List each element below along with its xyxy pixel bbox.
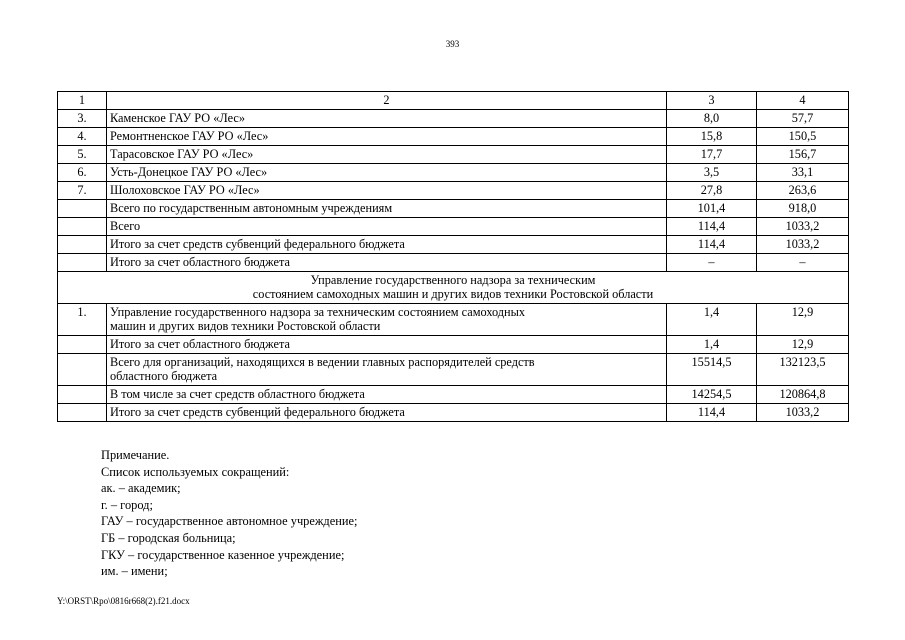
row-value-3: 101,4 [667, 200, 757, 218]
row-number: 4. [58, 128, 107, 146]
row-number [58, 236, 107, 254]
row-value-3: 17,7 [667, 146, 757, 164]
section-title-line: Управление государственного надзора за техническим [310, 273, 596, 287]
row-value-4: 57,7 [757, 110, 849, 128]
row-value-3: 114,4 [667, 404, 757, 422]
row-value-3: 27,8 [667, 182, 757, 200]
table-row [58, 128, 849, 146]
row-name-line: Всего для организаций, находящихся в ведении главных распорядителей средств [110, 355, 535, 369]
row-value-4: 120864,8 [757, 386, 849, 404]
table-row [58, 236, 849, 254]
row-name: Итого за счет областного бюджета [107, 336, 667, 354]
row-value-3: 1,4 [667, 336, 757, 354]
section-title-line: состоянием самоходных машин и других видов техники Ростовской области [252, 287, 654, 301]
row-name [107, 304, 667, 336]
table-row [58, 354, 849, 386]
row-value-4: 1033,2 [757, 218, 849, 236]
row-name: В том числе за счет средств областного бюджета [107, 386, 667, 404]
row-value-4: 263,6 [757, 182, 849, 200]
row-value-3: 8,0 [667, 110, 757, 128]
row-value-4: 132123,5 [757, 354, 849, 386]
table-row [58, 164, 849, 182]
row-number [58, 386, 107, 404]
header-cell: 4 [757, 92, 849, 110]
row-value-4: 12,9 [757, 304, 849, 336]
report-table [57, 91, 849, 422]
abbreviation-item: ГБ – городская больница; [101, 530, 236, 545]
row-value-3: 3,5 [667, 164, 757, 182]
table-row [58, 386, 849, 404]
table-row [58, 146, 849, 164]
file-path: Y:\ORST\Rpo\0816r668(2).f21.docx [57, 596, 190, 606]
notes-title: Примечание. [101, 448, 170, 462]
table-row [58, 218, 849, 236]
row-name: Шолоховское ГАУ РО «Лес» [107, 182, 667, 200]
row-value-3: 15,8 [667, 128, 757, 146]
row-value-4: 33,1 [757, 164, 849, 182]
row-value-3: 114,4 [667, 218, 757, 236]
table-row [58, 304, 849, 336]
row-number [58, 218, 107, 236]
abbreviation-item: ак. – академик; [101, 481, 181, 496]
abbreviation-item: ГКУ – государственное казенное учреждение; [101, 547, 345, 562]
row-value-3: – [667, 254, 757, 272]
row-name: Тарасовское ГАУ РО «Лес» [107, 146, 667, 164]
row-name: Каменское ГАУ РО «Лес» [107, 110, 667, 128]
abbreviation-item: ГАУ – государственное автономное учреждение; [101, 514, 358, 529]
row-name [107, 354, 667, 386]
header-cell: 2 [107, 92, 667, 110]
row-value-3: 1,4 [667, 304, 757, 336]
row-value-4: 150,5 [757, 128, 849, 146]
row-value-3: 114,4 [667, 236, 757, 254]
page-number: 393 [445, 39, 460, 49]
row-value-4: 156,7 [757, 146, 849, 164]
table-row [58, 182, 849, 200]
section-row [58, 272, 849, 304]
row-name-line: машин и других видов техники Ростовской области [110, 319, 381, 333]
notes [101, 447, 357, 580]
row-number [58, 404, 107, 422]
row-number [58, 254, 107, 272]
row-name: Всего [107, 218, 667, 236]
row-name-line: областного бюджета [110, 369, 218, 383]
section-title [58, 272, 849, 304]
row-value-3: 14254,5 [667, 386, 757, 404]
row-value-4: 1033,2 [757, 404, 849, 422]
row-name: Итого за счет средств субвенций федерального бюджета [107, 236, 667, 254]
table-row [58, 404, 849, 422]
row-name: Ремонтненское ГАУ РО «Лес» [107, 128, 667, 146]
row-number: 7. [58, 182, 107, 200]
row-number: 5. [58, 146, 107, 164]
row-value-4: 918,0 [757, 200, 849, 218]
row-number: 1. [58, 304, 107, 336]
row-name: Итого за счет средств субвенций федерального бюджета [107, 404, 667, 422]
table-row [58, 336, 849, 354]
row-number [58, 200, 107, 218]
row-name: Итого за счет областного бюджета [107, 254, 667, 272]
row-name: Усть-Донецкое ГАУ РО «Лес» [107, 164, 667, 182]
table-row [58, 254, 849, 272]
table-row [58, 200, 849, 218]
row-number [58, 336, 107, 354]
abbreviation-item: г. – город; [101, 497, 153, 512]
row-number: 3. [58, 110, 107, 128]
row-number: 6. [58, 164, 107, 182]
row-number [58, 354, 107, 386]
abbreviation-item: им. – имени; [101, 564, 168, 579]
notes-subtitle: Список используемых сокращений: [101, 464, 290, 479]
row-value-4: – [757, 254, 849, 272]
row-value-3: 15514,5 [667, 354, 757, 386]
row-value-4: 1033,2 [757, 236, 849, 254]
table-row [58, 110, 849, 128]
row-name-line: Управление государственного надзора за техническим состоянием самоходных [110, 305, 526, 319]
header-row [58, 92, 849, 110]
row-name: Всего по государственным автономным учреждениям [107, 200, 667, 218]
row-value-4: 12,9 [757, 336, 849, 354]
header-cell: 3 [667, 92, 757, 110]
header-cell: 1 [58, 92, 107, 110]
